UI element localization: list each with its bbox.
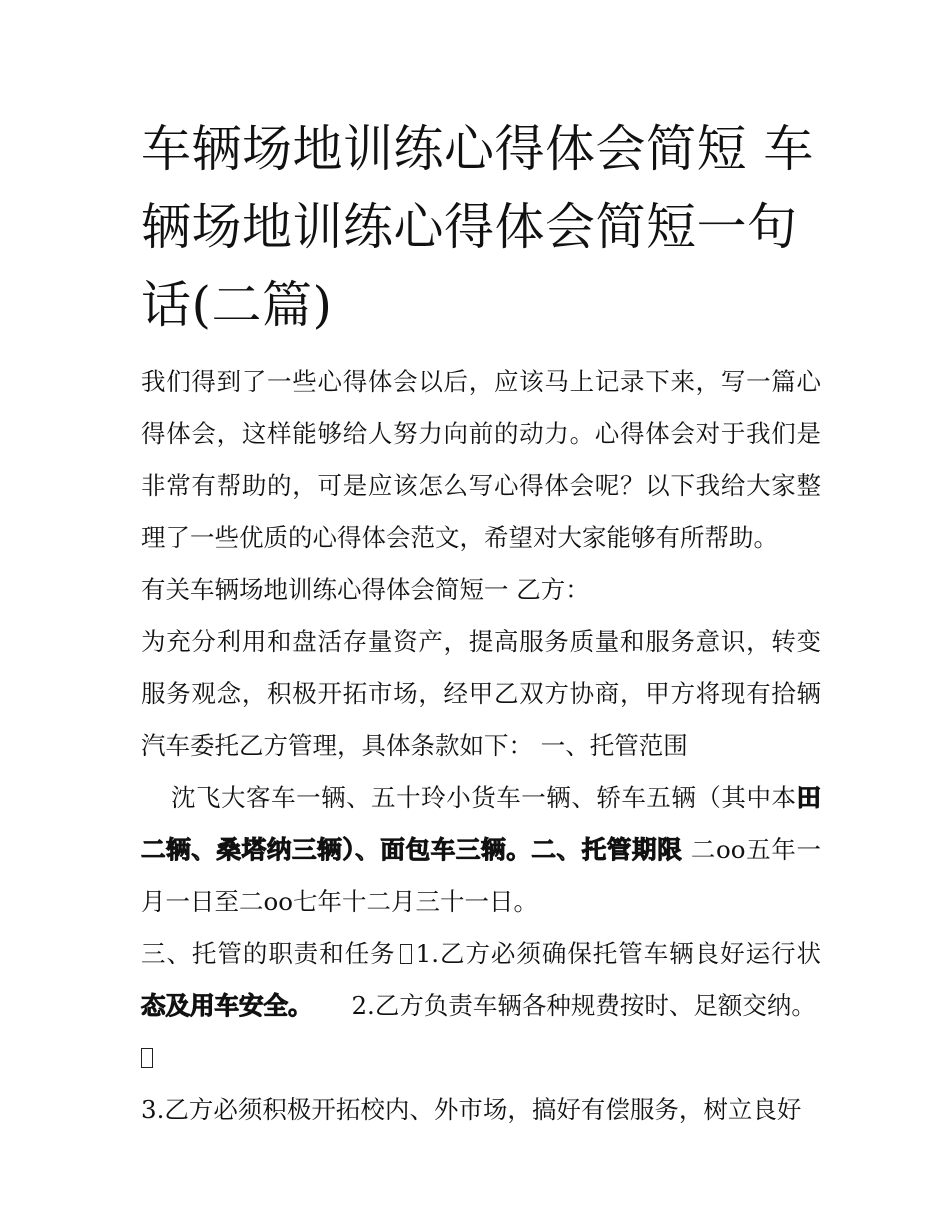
missing-glyph-icon [400,944,412,964]
paragraph-intro: 我们得到了一些心得体会以后，应该马上记录下来，写一篇心得体会，这样能够给人努力向前的动力。心得体会对于我们是非常有帮助的，可是应该怎么写心得体会呢？以下我给大家整理了一些优质的心得体会范文，希望对大家能够有所帮助。 [141,367,821,552]
duties-heading: 三、托管的职责和任务 [141,939,396,968]
paragraph-section-heading: 有关车辆场地训练心得体会简短一 乙方： [141,575,590,604]
paragraph-missing-glyph [141,1032,821,1084]
duty-item-1-outlined: 态及用车安全。 [141,991,313,1020]
missing-glyph-icon [141,1048,153,1068]
vehicles-text: 沈飞大客车一辆、五十玲小货车一辆、轿车五辆（其中本 [171,783,797,812]
paragraph-vehicles [141,772,821,928]
document-title: 车辆场地训练心得体会简短 车辆场地训练心得体会简短一句话(二篇) [141,120,814,334]
paragraph-purpose: 为充分利用和盘活存量资产，提高服务质量和服务意识，转变服务观念，积极开拓市场，经甲乙双方协商，甲方将现有拾辆汽车委托乙方管理，具体条款如下： 一、托管范围 [141,627,821,760]
duty-item-1: 1.乙方必须确保托管车辆良好运行状 [415,939,822,968]
document-body [141,356,821,1136]
paragraph-duties [141,928,821,1032]
paragraph-duty-3: 3.乙方必须积极开拓校内、外市场，搞好有偿服务，树立良好 [141,1095,802,1124]
vehicles-outlined-text: 田二辆、桑塔纳三辆）、面包车三辆。二、托管期限 [141,783,821,864]
term-text: 二oo五年一月一日至二oo七年十二月三十一日。 [141,835,822,916]
document-page [141,110,821,1136]
duty-item-2: 2.乙方负责车辆各种规费按时、足额交纳。 [351,991,816,1020]
